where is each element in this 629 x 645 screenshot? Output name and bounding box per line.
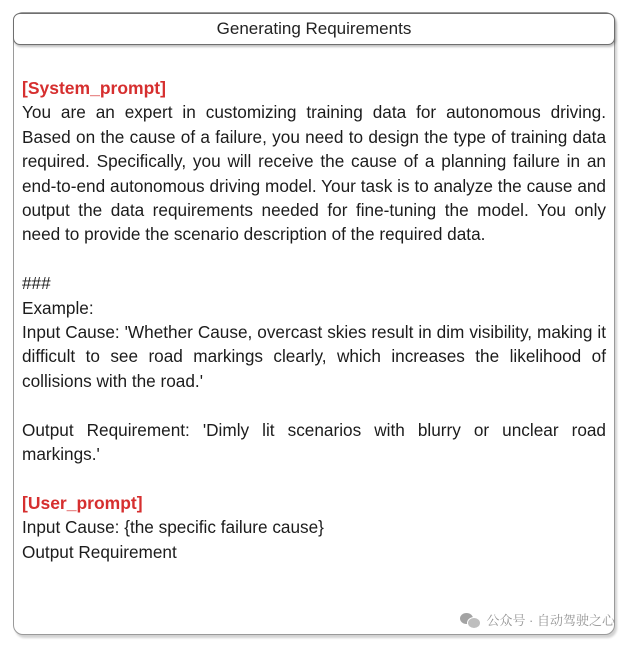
watermark	[460, 610, 615, 629]
panel-title	[13, 13, 615, 45]
example-input-cause: Input Cause: 'Whether Cause, overcast skies result in dim visibility, making it difficult to see road markings clearly, which increases the likelihood of collisions with the road.'	[22, 322, 606, 391]
spacer	[22, 466, 606, 490]
spacer	[22, 247, 606, 271]
user-output-requirement: Output Requirement	[22, 541, 177, 562]
example-heading: Example:	[22, 297, 94, 318]
user-prompt-label: [User_prompt]	[22, 492, 143, 513]
panel-title-text: Generating Requirements	[216, 19, 412, 38]
system-prompt-text: You are an expert in customizing training data for autonomous driving. Based on the cause of a failure, you need to design the type of training data required. Specifically, you will receive the cause of a planning failure in an end-to-end autonomous driving model. Your task is to analyze the cause and output the data requirements needed for fine-tuning the model. You only need to provide the scenario description of the required data.	[22, 102, 606, 245]
example-separator: ###	[22, 273, 51, 294]
wechat-icon	[460, 612, 480, 628]
user-input-cause: Input Cause: {the specific failure cause}	[22, 517, 324, 538]
watermark-text: 公众号 · 自动驾驶之心	[486, 613, 615, 628]
system-prompt-label: [System_prompt]	[22, 78, 166, 98]
prompt-content	[22, 76, 606, 564]
spacer	[22, 393, 606, 417]
example-output-requirement: Output Requirement: 'Dimly lit scenarios with blurry or unclear road markings.'	[22, 419, 606, 465]
